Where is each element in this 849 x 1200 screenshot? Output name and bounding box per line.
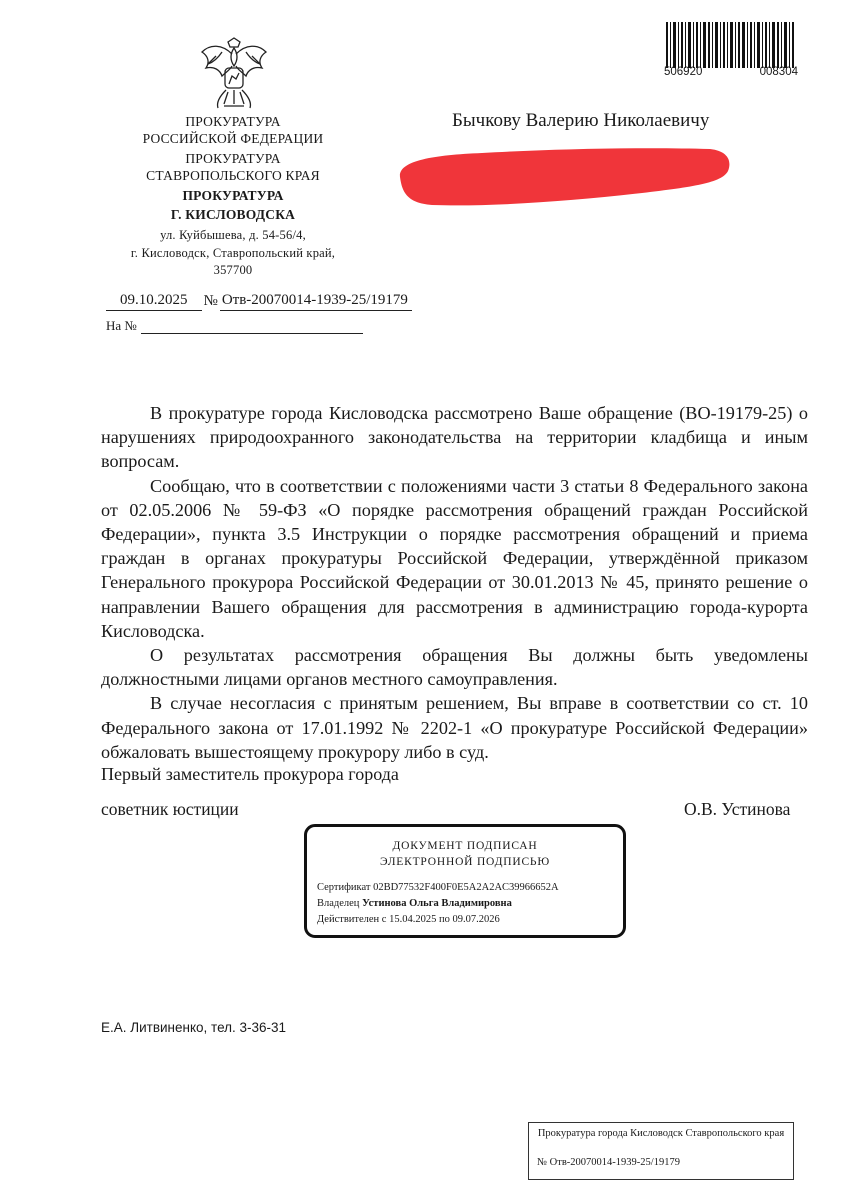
registration-stamp [528,1122,794,1180]
stamp-title-line1: ДОКУМЕНТ ПОДПИСАН [392,840,538,852]
stamp-valid-to: 09.07.2026 [452,914,500,925]
na-number-line [106,316,363,334]
header-address-2: г. Кисловодск, Ставропольский край, [130,246,336,260]
stamp-valid-to-label: по [438,914,450,925]
signer-position-line2: советник юстиции [101,799,239,819]
na-number-blank [141,316,363,334]
body-paragraph-3: О результатах рассмотрения обращения Вы должны быть уведомлены должностными лицами органов местного самоуправления. [101,645,808,690]
stamp-valid-label: Действителен [317,914,380,925]
barcode-left-number: 506920 [664,66,703,78]
header-line-5: ПРОКУРАТУРА [182,188,284,203]
barcode-image [666,22,794,70]
reference-date: 09.10.2025 [106,292,202,311]
reference-line [106,292,412,311]
stamp-owner-label: Владелец [317,898,360,909]
header-address-1: ул. Куйбышева, д. 54-56/4, [160,228,306,242]
registration-number: Отв-20070014-1939-25/19179 [549,1157,680,1168]
stamp-owner-row [317,898,512,909]
header-line-2: РОССИЙСКОЙ ФЕДЕРАЦИИ [142,131,324,146]
registration-number-label: № [537,1157,548,1168]
signer-name: О.В. Устинова [684,799,791,819]
registration-number-row [537,1157,680,1168]
na-number-label: На № [106,318,137,333]
redaction-mark [392,143,732,211]
stamp-valid-from: 15.04.2025 [389,914,437,925]
barcode-right-number: 008304 [759,66,798,78]
stamp-valid-from-label: с [381,914,387,925]
body-paragraph-2: Сообщаю, что в соответствии с положениями части 3 статьи 8 Федерального закона от 02.05.2006 № 59-ФЗ «О порядке рассмотрения обращений граждан Российской Федерации», пункта 3.5 Инструкции о порядке рассмотрения обращений и приема граждан в органах прокуратуры Российской Федерации, утверждённой приказом Генерального прокурора Российской Федерации от 30.01.2013 № 45, принято решение о направлении Вашего обращения для рассмотрения в администрацию города-курорта Кисловодска. [101,475,808,641]
header-line-6: Г. КИСЛОВОДСКА [170,207,296,222]
header-line-1: ПРОКУРАТУРА [185,114,281,129]
stamp-certificate-row [317,882,559,893]
e-signature-stamp [304,824,626,938]
header-line-4: СТАВРОПОЛЬСКОГО КРАЯ [146,168,320,183]
coat-of-arms-emblem [198,36,270,112]
addressee-name: Бычкову Валерию Николаевичу [452,110,710,131]
letter-body [101,401,808,764]
signer-position-line1: Первый заместитель прокурора города [101,764,399,784]
header-line-3: ПРОКУРАТУРА [185,151,281,166]
reference-number-sign: № [203,293,218,309]
stamp-title-line2: ЭЛЕКТРОННОЙ ПОДПИСЬЮ [380,856,550,868]
reference-number: Отв-20070014-1939-25/19179 [220,292,412,311]
executor-contact: Е.А. Литвиненко, тел. 3-36-31 [101,1020,287,1035]
body-paragraph-4: В случае несогласия с принятым решением, Вы вправе в соответствии со ст. 10 Федерального закона от 17.01.1992 № 2202-1 «О прокуратуре Российской Федерации» обжаловать вышестоящему прокурору либо в суд. [101,693,808,762]
stamp-owner-value: Устинова Ольга Владимировна [362,898,512,909]
header-address-3: 357700 [213,263,253,277]
stamp-certificate-value: 02BD77532F400F0E5A2A2AC39966652A [373,882,559,893]
body-paragraph-1: В прокуратуре города Кисловодска рассмотрено Ваше обращение (ВО-19179-25) о нарушениях природоохранного законодательства на территории кладбища и иным вопросам. [101,403,808,472]
registration-org: Прокуратура города Кисловодск Ставропольского края [537,1128,785,1139]
stamp-valid-row [317,914,500,925]
stamp-certificate-label: Сертификат [317,882,371,893]
barcode-numbers [664,66,798,78]
